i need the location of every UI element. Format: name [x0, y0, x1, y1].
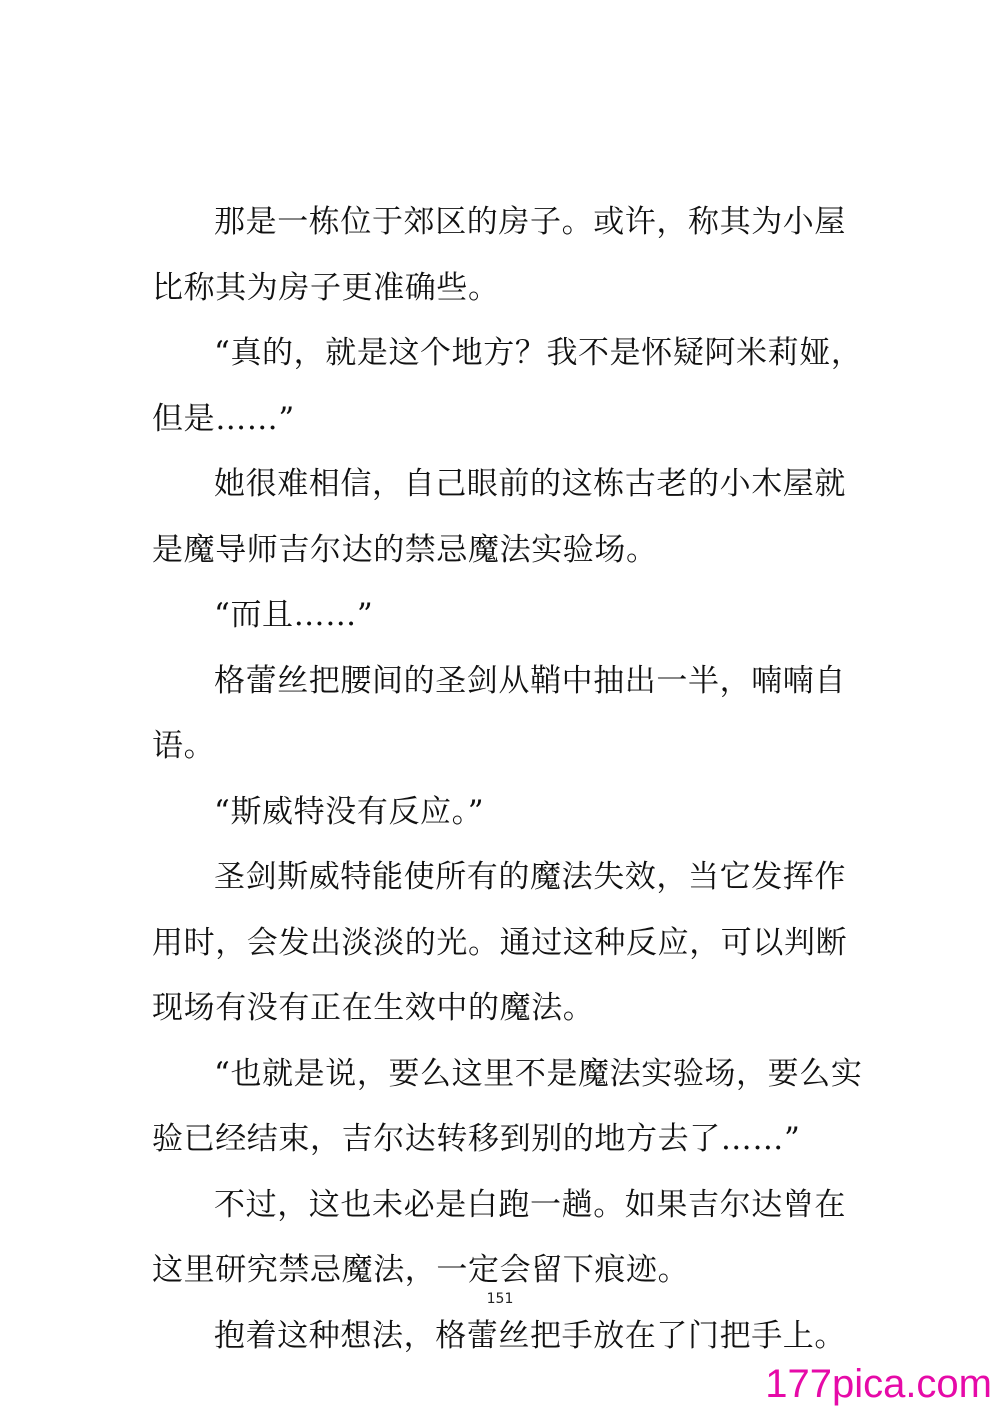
- body-text: [152, 190, 872, 1369]
- paragraph: “也就是说，要么这里不是魔法实验场，要么实验已经结束，吉尔达转移到别的地方去了……”: [152, 1055, 863, 1157]
- page-number: 151: [486, 1291, 514, 1307]
- paragraph: 她很难相信，自己眼前的这栋古老的小木屋就是魔导师吉尔达的禁忌魔法实验场。: [152, 466, 846, 568]
- paragraph: 那是一栋位于郊区的房子。或许，称其为小屋比称其为房子更准确些。: [152, 204, 846, 306]
- paragraph: “而且……”: [214, 597, 374, 633]
- watermark-text: 177pica.com: [765, 1362, 992, 1406]
- paragraph: “真的，就是这个地方？我不是怀疑阿米莉娅，但是……”: [152, 335, 863, 437]
- paragraph: “斯威特没有反应。”: [214, 793, 485, 830]
- paragraph: 圣剑斯威特能使所有的魔法失效，当它发挥作用时，会发出淡淡的光。通过这种反应，可以判断现场有没有正在生效中的魔法。: [152, 859, 848, 1026]
- paragraph: 格蕾丝把腰间的圣剑从鞘中抽出一半，喃喃自语。: [152, 662, 846, 764]
- paragraph: 抱着这种想法，格蕾丝把手放在了门把手上。: [214, 1317, 846, 1354]
- paragraph: 不过，这也未必是白跑一趟。如果吉尔达曾在这里研究禁忌魔法，一定会留下痕迹。: [152, 1186, 846, 1288]
